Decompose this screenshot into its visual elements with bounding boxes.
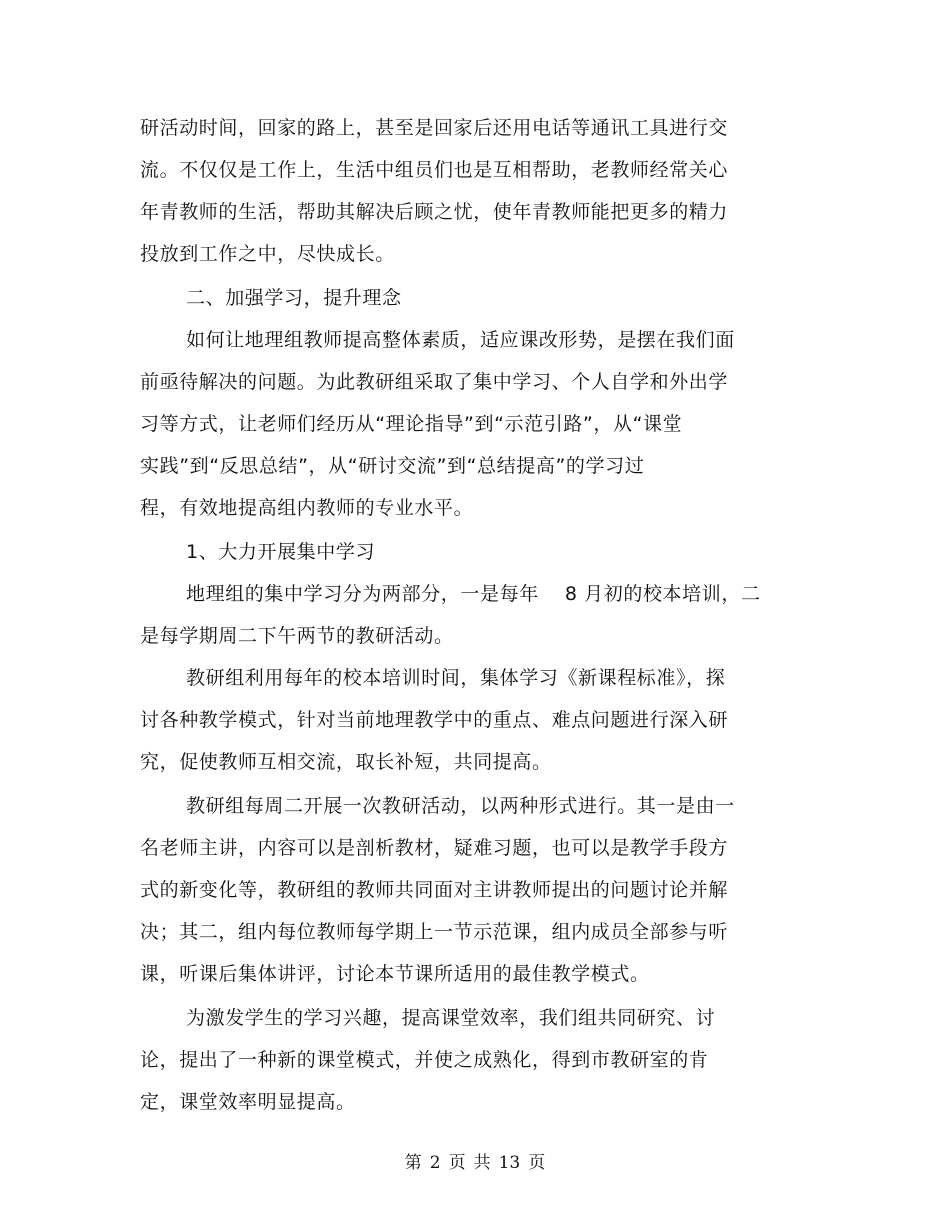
body-text-line: 如何让地理组教师提高整体素质，适应课改形势，是摆在我们面: [186, 329, 735, 351]
body-text-line: 决；其二，组内每位教师每学期上一节示范课，组内成员全部参与听: [140, 921, 729, 943]
subsection-heading: 1、大力开展集中学习: [186, 541, 376, 563]
page-footer: [0, 1150, 950, 1176]
body-text-line: 论，提出了一种新的课堂模式，并使之成熟化，得到市教研室的肯: [140, 1049, 709, 1071]
body-text-line: 投放到工作之中，尽快成长。: [140, 243, 395, 265]
body-text-line: 是每学期周二下午两节的教研活动。: [140, 625, 454, 647]
body-text-line: 程，有效地提高组内教师的专业水平。: [140, 497, 474, 519]
body-text-line: 名老师主讲，内容可以是剖析教材，疑难习题，也可以是教学手段方: [140, 837, 729, 859]
footer-ye: 页: [528, 1153, 546, 1173]
body-text-line: 研活动时间，回家的路上，甚至是回家后还用电话等通讯工具进行交: [140, 117, 729, 139]
body-text-line: 教研组利用每年的校本培训时间，集体学习《新课程标准》，探: [186, 667, 726, 689]
body-text-segment: 8 月初的校本培训，二: [564, 583, 761, 605]
footer-ye: 页: [448, 1153, 466, 1173]
body-text-line: 究，促使教师互相交流，取长补短，共同提高。: [140, 751, 552, 773]
body-text-line: 年青教师的生活，帮助其解决后顾之忧，使年青教师能把更多的精力: [140, 201, 729, 223]
body-text-line: 流。不仅仅是工作上，生活中组员们也是互相帮助，老教师经常关心: [140, 159, 729, 181]
body-text-line: 前亟待解决的问题。为此教研组采取了集中学习、个人自学和外出学: [140, 371, 729, 393]
body-text-line: 课，听课后集体讲评，讨论本节课所适用的最佳教学模式。: [140, 963, 650, 985]
footer-gong: 共: [473, 1153, 491, 1173]
body-text-segment: 地理组的集中学习分为两部分，一是每年: [186, 583, 539, 605]
body-text-line: 教研组每周二开展一次教研活动，以两种形式进行。其一是由一: [186, 795, 735, 817]
footer-total-pages: 13: [498, 1153, 521, 1173]
body-text-line: 讨各种教学模式，针对当前地理教学中的重点、难点问题进行深入研: [140, 709, 729, 731]
section-heading: 二、加强学习，提升理念: [186, 287, 402, 309]
footer-page-number: 2: [429, 1153, 441, 1173]
body-text-line: 实践”到“反思总结”，从“研讨交流”到“总结提高”的学习过: [140, 455, 645, 477]
body-text-line: 习等方式，让老师们经历从“理论指导”到“示范引路”，从“课堂: [140, 413, 683, 435]
body-text-line: 为激发学生的学习兴趣，提高课堂效率，我们组共同研究、讨: [186, 1007, 716, 1029]
body-text-line: 式的新变化等，教研组的教师共同面对主讲教师提出的问题讨论并解: [140, 879, 729, 901]
body-text-line: [186, 580, 761, 608]
body-text-line: 定，课堂效率明显提高。: [140, 1091, 356, 1113]
footer-di: 第: [404, 1153, 422, 1173]
